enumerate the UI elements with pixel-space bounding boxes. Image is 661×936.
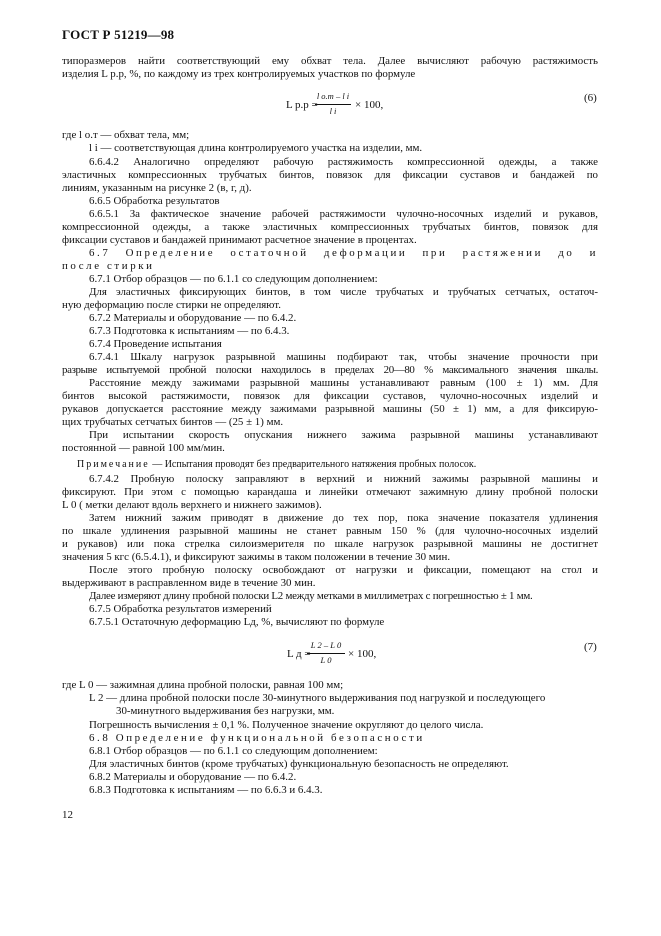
- formula-6-denominator: l i: [329, 106, 337, 116]
- section-heading: после стирки: [62, 260, 155, 272]
- text-line: 6.7.4.1 Шкалу нагрузок разрывной машины подбирают так, чтобы значение прочности при: [89, 351, 598, 363]
- fraction-bar: [315, 104, 351, 105]
- text-line: типоразмеров найти соответствующий ему обхват тела. Далее вычисляют рабочую растяжимость: [62, 55, 598, 67]
- text-line: бинтов высокой растяжимости, повязок для фиксации суставов, чулочно-носочных изделий и: [62, 390, 598, 402]
- text-line: L 2 — длина пробной полоски после 30-минутного выдерживания под нагрузкой и последующего: [89, 692, 546, 704]
- text-line: и рукавов) или пока стрелка силоизмерителя по шкале нагрузок разрывной машины не достигнет: [62, 538, 598, 550]
- text-line: компрессионной одежды, а также эластичных компрессионных трубчатых бинтов, повязок для: [62, 221, 598, 233]
- text-line: 6.8.3 Подготовка к испытаниям — по 6.6.3 и 6.4.3.: [89, 784, 323, 796]
- formula-6-numerator: l о.т – l i: [316, 91, 350, 101]
- section-heading: 6.8 Определение функциональной безопасности: [89, 732, 425, 744]
- text-line: линиям, указанным на рисунке 2 (в, г, д).: [62, 182, 252, 194]
- text-line: 6.6.5.1 За фактическое значение рабочей растяжимости чулочно-носочных изделий и рукавов,: [89, 208, 598, 220]
- text-line: После этого пробную полоску освобождают от нагрузки и фиксации, помещают на стол и: [89, 564, 598, 576]
- text-line: Погрешность вычисления ± 0,1 %. Полученное значение округляют до целого числа.: [89, 719, 484, 731]
- text-line: где l о.т — обхват тела, мм;: [62, 129, 190, 141]
- text-line: 6.7.4.2 Пробную полоску заправляют в верхний и нижний зажимы разрывной машины и: [89, 473, 598, 485]
- text-line: фиксации суставов и бандажей принимают расчетное значение в процентах.: [62, 234, 417, 246]
- page-number: 12: [62, 809, 73, 821]
- section-heading: 6.7 Определение остаточной деформации при растяжении до и: [89, 247, 598, 259]
- formula-7-multiplier: × 100,: [348, 648, 377, 660]
- text-line: разрыве испытуемой пробной полоски находилось в пределах 20—80 % максимального значения шкалы.: [62, 364, 598, 376]
- text-line: 6.7.3 Подготовка к испытаниям — по 6.4.3.: [89, 325, 290, 337]
- text-line: где L 0 — зажимная длина пробной полоски, равная 100 мм;: [62, 679, 344, 691]
- text-line: Далее измеряют длину пробной полоски L2 между метками в миллиметрах с погрешностью ± 1 мм.: [89, 590, 533, 602]
- section-heading: 6.7.4 Проведение испытания: [89, 338, 222, 350]
- formula-6-multiplier: × 100,: [355, 99, 384, 111]
- text-line: щих трубчатых сетчатых бинтов — (25 ± 1) мм.: [62, 416, 284, 428]
- section-heading: 6.7.5 Обработка результатов измерений: [89, 603, 272, 615]
- formula-7-numerator: L 2 – L 0: [310, 640, 342, 650]
- fraction-bar: [307, 653, 345, 654]
- formula-6-lhs: L р.р =: [286, 99, 318, 111]
- equation-number-7: (7): [584, 641, 597, 653]
- text-line: рукавов допускается расстояние между зажимами разрывной машины (50 ± 1) мм, а для фиксирую-: [62, 403, 598, 415]
- text-line: Расстояние между зажимами разрывной машины устанавливают равным (100 ± 1) мм. Для: [89, 377, 598, 389]
- text-line: 30-минутного выдерживания без нагрузки, мм.: [116, 705, 335, 717]
- section-heading: 6.6.5 Обработка результатов: [89, 195, 220, 207]
- text-line: L 0 ( метки делают вдоль верхнего и нижнего зажимов).: [62, 499, 322, 511]
- text-line: выдерживают в расправленном виде в течение 30 мин.: [62, 577, 316, 589]
- note-label: Примечание: [77, 459, 150, 470]
- text-line: ную деформацию после стирки не определяют.: [62, 299, 281, 311]
- text-line: 6.8.2 Материалы и оборудование — по 6.4.2.: [89, 771, 297, 783]
- formula-7-lhs: L д =: [287, 648, 311, 660]
- text-line: 6.8.1 Отбор образцов — по 6.1.1 со следующим дополнением:: [89, 745, 378, 757]
- note-text: — Испытания проводят без предварительного натяжения пробных полосок.: [152, 459, 477, 470]
- text-line: Затем нижний зажим приводят в движение до тех пор, пока значение показателя удлинения: [89, 512, 598, 524]
- text-line: фиксируют. При этом с помощью карандаша и линейки отмечают зажимную длину пробной полоски: [62, 486, 598, 498]
- text-line: 6.7.2 Материалы и оборудование — по 6.4.2.: [89, 312, 297, 324]
- text-line: Для эластичных бинтов (кроме трубчатых) функциональную безопасность не определяют.: [89, 758, 509, 770]
- text-line: 6.7.5.1 Остаточную деформацию Lд, %, вычисляют по формуле: [89, 616, 385, 628]
- text-line: 6.7.1 Отбор образцов — по 6.1.1 со следующим дополнением:: [89, 273, 378, 285]
- text-line: 6.6.4.2 Аналогично определяют рабочую растяжимость компрессионной одежды, а также: [89, 156, 598, 168]
- text-line: эластичных компрессионных трубчатых бинтов, повязок для фиксации суставов и бандажей по: [62, 169, 598, 181]
- formula-7-denominator: L 0: [320, 655, 332, 665]
- text-line: l i — соответствующая длина контролируемого участка на изделии, мм.: [89, 142, 423, 154]
- text-line: Для эластичных фиксирующих бинтов, в том числе трубчатых и трубчатых сетчатых, остаточ-: [89, 286, 598, 298]
- text-line: При испытании скорость опускания нижнего зажима разрывной машины устанавливают: [89, 429, 598, 441]
- page-header: ГОСТ Р 51219—98: [62, 27, 175, 42]
- equation-number-6: (6): [584, 92, 597, 104]
- text-line: изделия L р.р, %, по каждому из трех контролируемых участков по формуле: [62, 68, 416, 80]
- text-line: значения 5 кгс (6.5.4.1), и фиксируют зажимы в таком положении в течение 30 мин.: [62, 551, 451, 563]
- text-line: постоянной — равной 100 мм/мин.: [62, 442, 225, 454]
- note: [77, 458, 598, 471]
- text-line: по шкале удлинения разрывной машины не станет равным 150 % (для чулочно-носочных изделий: [62, 525, 598, 537]
